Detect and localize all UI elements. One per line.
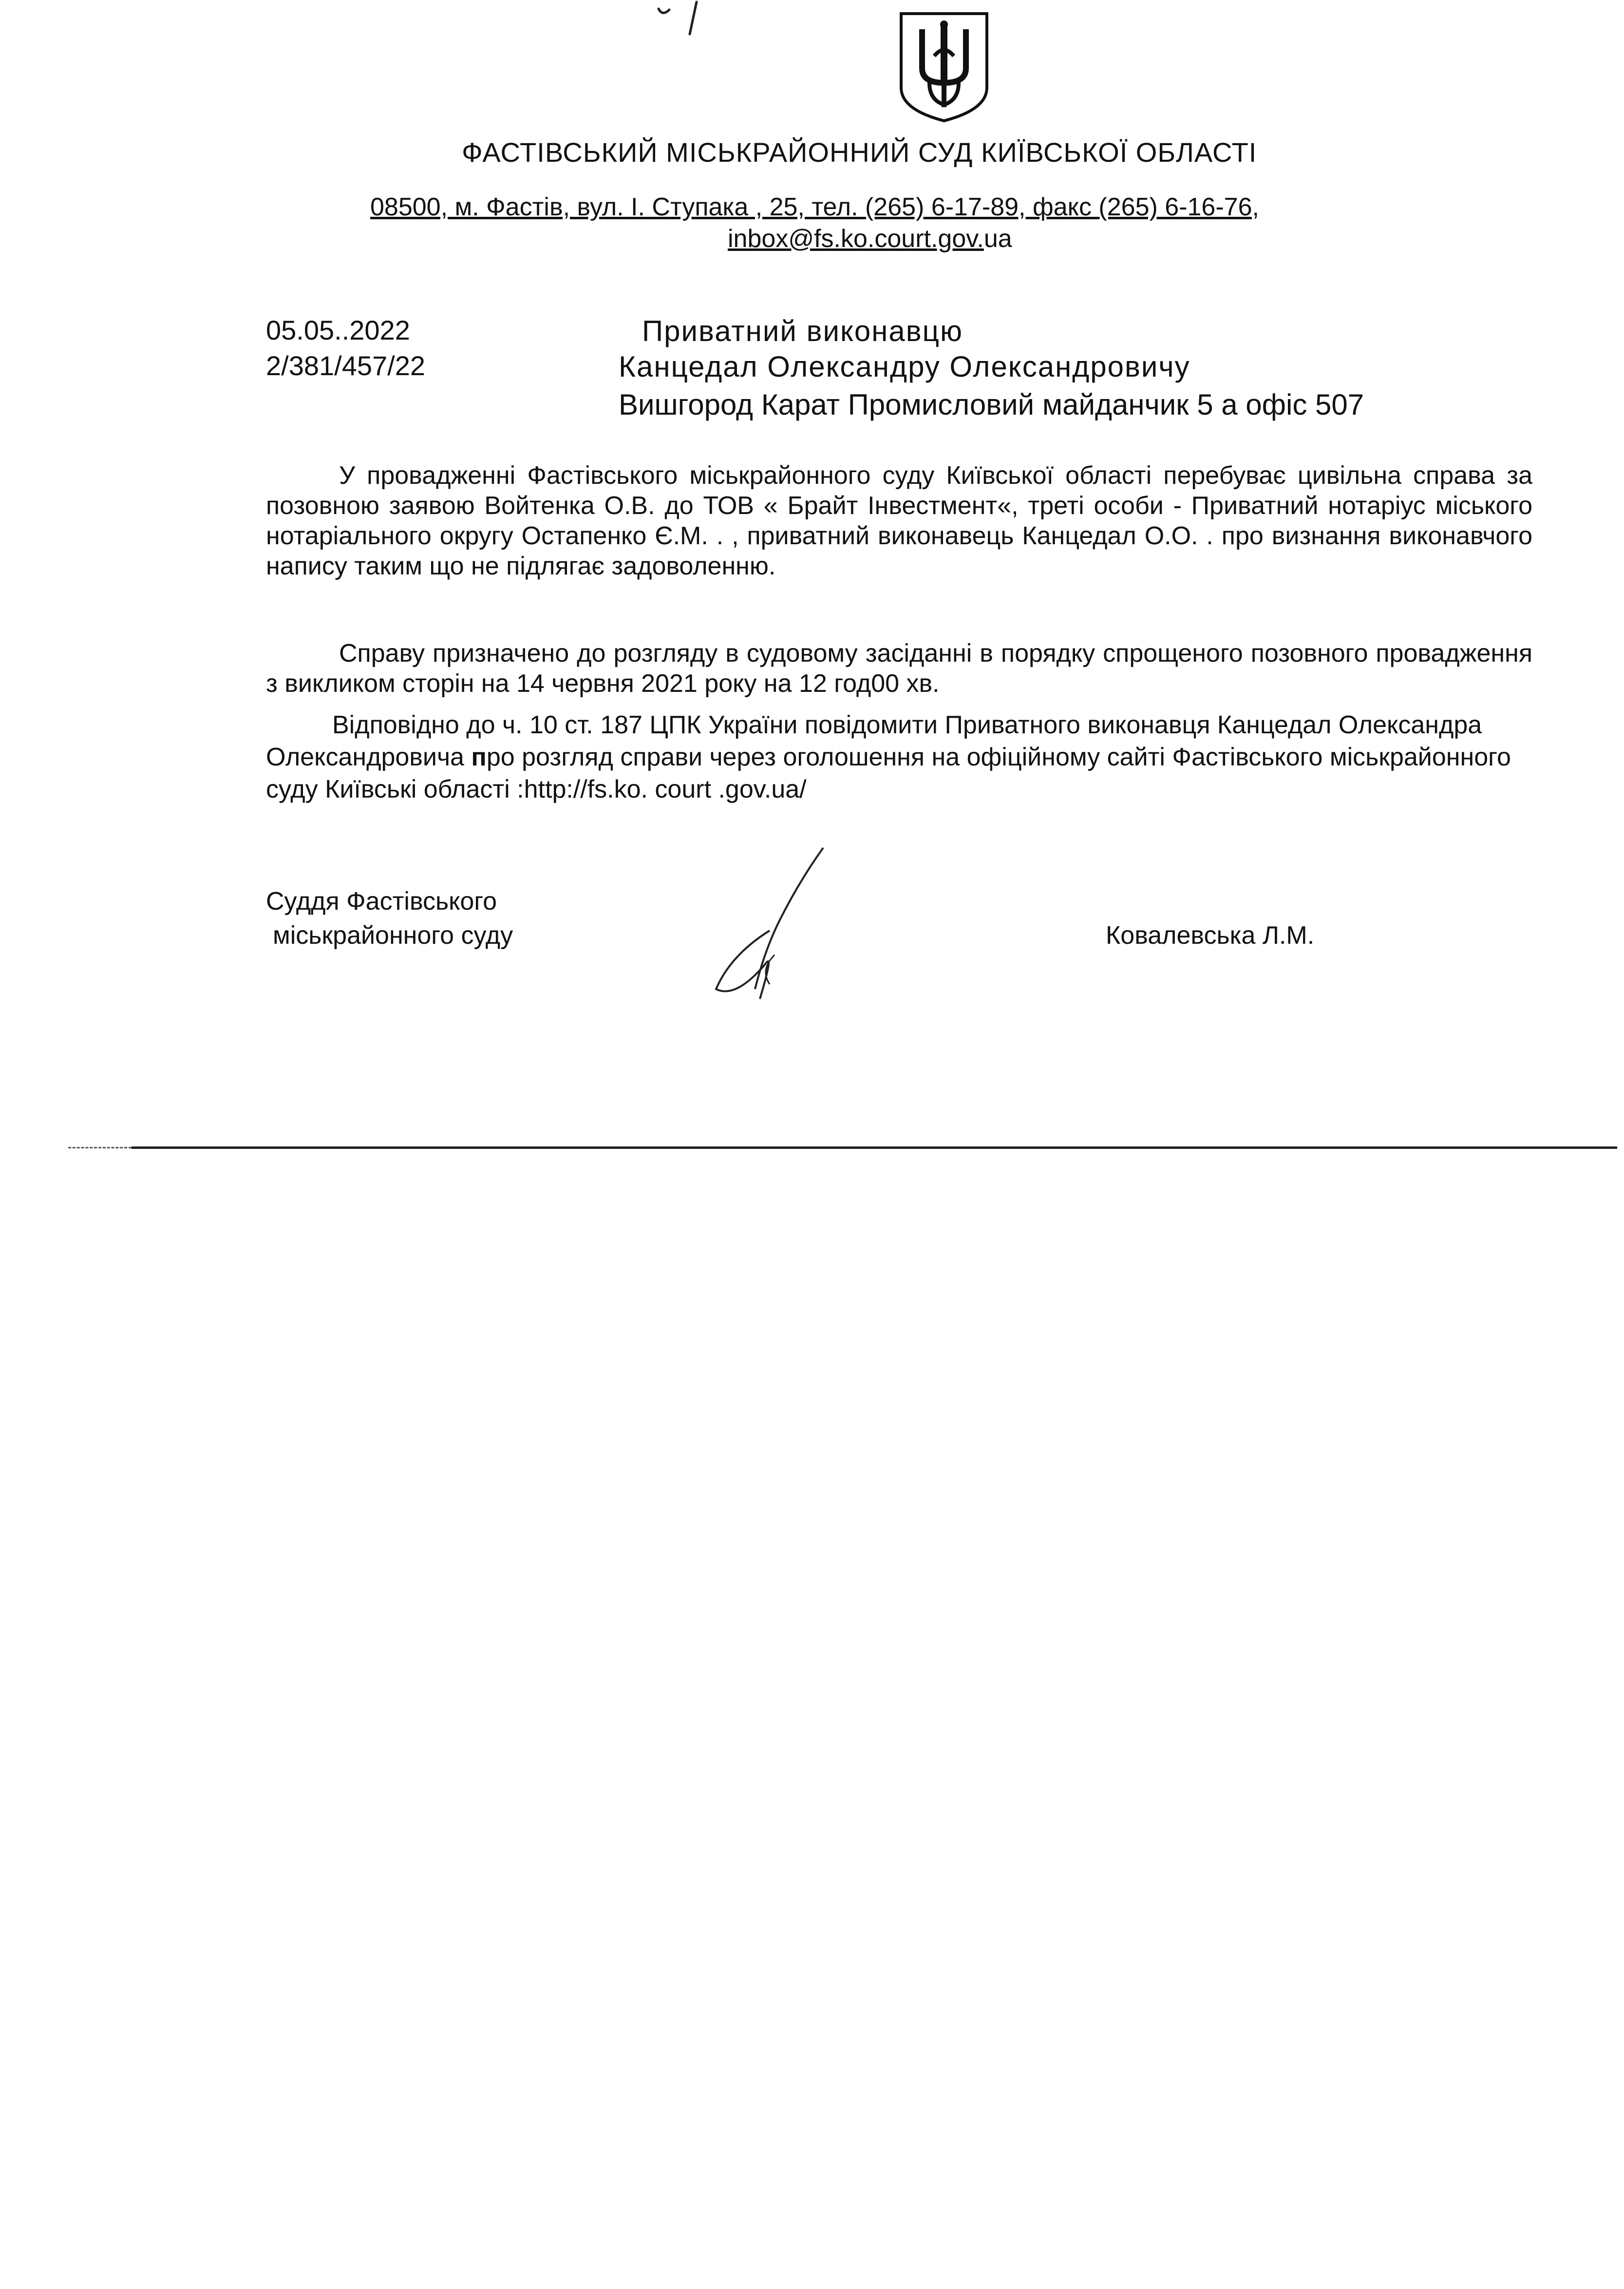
ukraine-trident-emblem-icon xyxy=(895,10,993,124)
recipient-title: Приватний виконавцю xyxy=(642,315,963,347)
court-name: ФАСТІВСЬКИЙ МІСЬКРАЙОННИЙ СУД КИЇВСЬКОЇ ОБЛАСТІ xyxy=(462,137,1257,168)
court-email-link[interactable]: inbox@fs.ko.court.gov. xyxy=(728,225,984,253)
paragraph-case-description: У провадженні Фастівського міськрайонного суду Київської області перебуває цивільна справа за позовною заявою Войтенка О.В. до ТОВ « Брайт Інвестмент«, треті особи - Приватний нотаріус міського нотаріального округу Остапенко Є.М. . , приватний виконавець Канцедал О.О. . про визнання виконавчого напису таким що не підлягає задоволенню. xyxy=(266,461,1532,580)
court-email xyxy=(728,224,1012,253)
court-address: 08500, м. Фастів, вул. І. Ступака , 25, тел. (265) 6-17-89, факс (265) 6-16-76, xyxy=(370,193,1259,221)
recipient-name: Канцедал Олександру Олександровичу xyxy=(619,350,1190,383)
page-divider-dashed xyxy=(68,1147,132,1148)
judge-title-line2: міськрайонного суду xyxy=(273,921,513,950)
court-email-suffix: ua xyxy=(983,225,1012,253)
paragraph-notification xyxy=(266,709,1532,805)
paragraph-hearing-schedule: Справу призначено до розгляду в судовому засіданні в порядку спрощеного позовного провадження з викликом сторін на 14 червня 2021 року на 12 год00 хв. xyxy=(266,639,1532,698)
paragraph-notification-part-a: Відповідно до ч. 10 ст. 187 ЦПК України повідомити Приватного виконавця Канцедал Олександра Олександровича xyxy=(266,711,1482,771)
paragraph-notification-bold: п xyxy=(471,743,487,771)
judge-title-line1: Суддя Фастівського xyxy=(266,887,497,916)
handwritten-mark-icon xyxy=(648,0,716,44)
handwritten-signature-icon xyxy=(701,843,838,1004)
recipient-address: Вишгород Карат Промисловий майданчик 5 а офіс 507 xyxy=(619,388,1364,421)
document-number: 2/381/457/22 xyxy=(266,350,425,381)
document-date: 05.05..2022 xyxy=(266,315,410,345)
page-divider xyxy=(132,1146,1617,1149)
judge-name: Ковалевська Л.М. xyxy=(1106,921,1315,950)
paragraph-notification-part-b: ро розгляд справи через оголошення на офіційному сайті Фастівського міськрайонного суду Київські області :http://fs.ko. court .gov.ua/ xyxy=(266,743,1511,803)
